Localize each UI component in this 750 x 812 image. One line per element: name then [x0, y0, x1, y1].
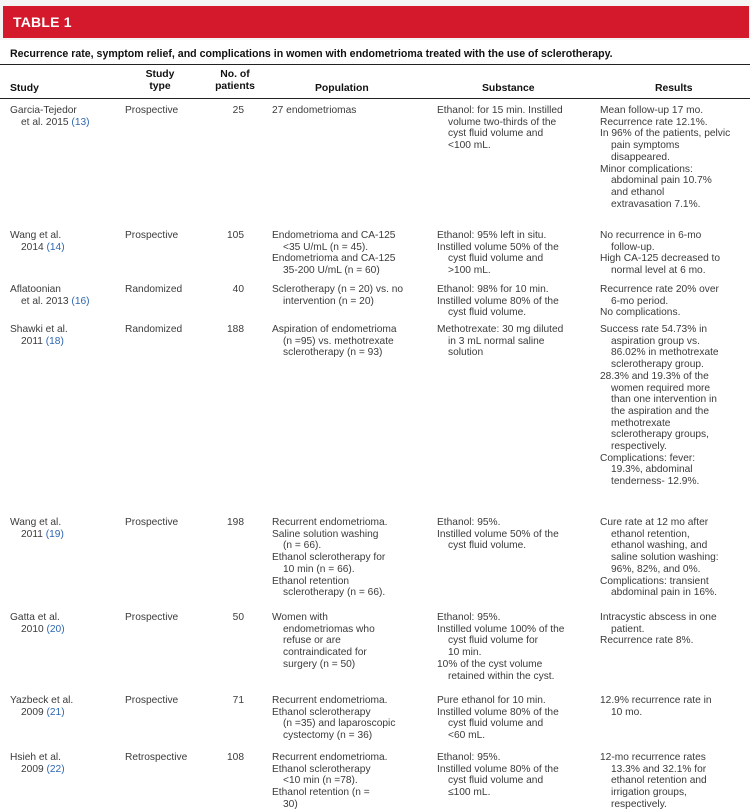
results-line: pain symptoms — [611, 140, 680, 152]
population-line: surgery (n = 50) — [283, 658, 356, 670]
study-author: Yazbeck et al. — [10, 695, 74, 706]
study-author: Aflatoonian — [10, 284, 61, 295]
results-line: Recurrence rate 8%. — [600, 635, 694, 647]
population-cell — [272, 612, 432, 671]
study-author: Garcia-Tejedor — [10, 105, 77, 116]
population-cell — [272, 324, 432, 359]
study-cell — [10, 752, 128, 775]
citation-link[interactable]: (20) — [46, 623, 65, 635]
study-type-cell: Prospective — [125, 612, 179, 623]
population-cell — [272, 695, 432, 742]
citation-link[interactable]: (19) — [45, 528, 64, 540]
results-line: 13.3% and 32.1% for — [611, 763, 707, 775]
study-cell — [10, 612, 128, 635]
substance-line: Instilled volume 80% of the — [437, 706, 559, 718]
population-cell — [272, 517, 432, 599]
results-line: 6-mo period. — [611, 295, 669, 307]
results-line: sclerotherapy groups, — [611, 429, 709, 441]
results-cell — [600, 230, 748, 277]
citation-link[interactable]: (18) — [45, 335, 64, 347]
population-line: Women with — [272, 612, 328, 623]
results-line: irrigation groups, — [611, 787, 687, 799]
results-line: abdominal pain 10.7% — [611, 175, 712, 187]
results-cell — [600, 695, 748, 718]
citation-link[interactable]: (14) — [46, 241, 65, 253]
substance-line: Instilled volume 80% of the — [437, 763, 559, 775]
substance-line: Pure ethanol for 10 min. — [437, 695, 546, 706]
population-line: Ethanol retention — [272, 575, 350, 587]
substance-line: cyst fluid volume. — [448, 307, 527, 319]
study-year: 2011 (19) — [21, 528, 64, 540]
substance-line: cyst fluid volume for — [448, 635, 539, 647]
results-line: Recurrence rate 20% over — [600, 284, 719, 295]
population-line: contraindicated for — [283, 647, 367, 659]
results-line: ethanol retention, — [611, 528, 690, 540]
substance-line: <100 mL. — [448, 140, 491, 152]
results-line: Minor complications: — [600, 163, 693, 175]
study-author: Wang et al. — [10, 517, 62, 528]
substance-line: Ethanol: 95%. — [437, 612, 501, 623]
substance-line: in 3 mL normal saline — [448, 335, 545, 347]
results-line: Recurrence rate 12.1%. — [600, 116, 708, 128]
table-caption: Recurrence rate, symptom relief, and complications in women with endometrioma treated with the use of sclerotherapy. — [10, 48, 613, 60]
results-line: In 96% of the patients, pelvic — [600, 128, 731, 140]
substance-line: Instilled volume 50% of the — [437, 528, 559, 540]
results-line: Complications: transient — [600, 575, 709, 587]
results-line: 19.3%, abdominal — [611, 464, 693, 476]
population-line: Recurrent endometrioma. — [272, 752, 388, 763]
patients-cell: 105 — [227, 230, 244, 241]
substance-line: cyst fluid volume and — [448, 718, 544, 730]
substance-line: cyst fluid volume and — [448, 253, 544, 265]
substance-cell — [437, 612, 597, 682]
results-line: Cure rate at 12 mo after — [600, 517, 709, 528]
study-year: et al. 2013 (16) — [21, 295, 90, 307]
study-type-cell: Randomized — [125, 324, 183, 335]
substance-line: >100 mL. — [448, 265, 491, 277]
population-line: refuse or are — [283, 635, 341, 647]
results-line: High CA-125 decreased to — [600, 253, 721, 265]
study-type-cell: Prospective — [125, 105, 179, 116]
results-line: 28.3% and 19.3% of the — [600, 370, 709, 382]
study-author: Gatta et al. — [10, 612, 60, 623]
results-line: sclerotherapy group. — [611, 359, 704, 371]
results-line: extravasation 7.1%. — [611, 198, 701, 210]
substance-cell — [437, 105, 597, 152]
results-cell — [600, 105, 748, 210]
results-line: respectively. — [611, 441, 667, 453]
population-line: Ethanol sclerotherapy — [272, 706, 371, 718]
header-bottom-rule — [0, 98, 750, 99]
patients-cell: 71 — [232, 695, 244, 706]
substance-line: solution — [448, 347, 484, 359]
population-line: Sclerotherapy (n = 20) vs. no — [272, 284, 404, 295]
study-year: 2014 (14) — [21, 241, 65, 253]
header-patients: No. of patients — [215, 69, 255, 92]
study-author: Hsieh et al. — [10, 752, 61, 763]
results-line: 12.9% recurrence rate in — [600, 695, 712, 706]
header-results: Results — [655, 83, 693, 94]
results-line: abdominal pain in 16%. — [611, 587, 717, 599]
population-line: (n =35) and laparoscopic — [283, 718, 396, 730]
patients-cell: 25 — [232, 105, 244, 116]
population-line: endometriomas who — [283, 623, 375, 635]
population-cell — [272, 230, 432, 277]
citation-link[interactable]: (21) — [46, 706, 65, 718]
population-line: sclerotherapy (n = 93) — [283, 347, 383, 359]
results-line: saline solution washing: — [611, 552, 719, 564]
population-line: 30) — [283, 798, 298, 810]
population-cell — [272, 105, 432, 117]
results-cell — [600, 284, 748, 319]
substance-line: cyst fluid volume and — [448, 775, 544, 787]
table-label: TABLE 1 — [13, 14, 72, 30]
population-line: Endometrioma and CA-125 — [272, 253, 396, 265]
substance-line: volume two-thirds of the — [448, 116, 557, 128]
header-study: Study — [10, 83, 39, 94]
results-cell — [600, 517, 748, 599]
results-line: Complications: fever: — [600, 452, 696, 464]
substance-line: Ethanol: for 15 min. Instilled — [437, 105, 563, 116]
patients-cell: 198 — [227, 517, 244, 528]
results-cell — [600, 752, 748, 811]
population-line: (n = 66). — [283, 540, 322, 552]
header-substance: Substance — [482, 83, 535, 94]
substance-line: Methotrexate: 30 mg diluted — [437, 324, 564, 335]
population-cell — [272, 752, 432, 811]
study-cell — [10, 284, 128, 307]
substance-line: retained within the cyst. — [448, 670, 555, 682]
results-line: No complications. — [600, 307, 681, 319]
substance-line: Instilled volume 50% of the — [437, 241, 559, 253]
study-cell — [10, 105, 128, 128]
substance-line: cyst fluid volume. — [448, 540, 527, 552]
header-population: Population — [315, 83, 369, 94]
results-line: and ethanol — [611, 186, 665, 198]
population-line: Recurrent endometrioma. — [272, 695, 388, 706]
results-line: Intracystic abscess in one — [600, 612, 717, 623]
study-author: Shawki et al. — [10, 324, 68, 335]
substance-line: cyst fluid volume and — [448, 128, 544, 140]
patients-cell: 50 — [232, 612, 244, 623]
substance-cell — [437, 230, 597, 277]
patients-cell: 40 — [232, 284, 244, 295]
population-line: Ethanol sclerotherapy for — [272, 552, 386, 564]
substance-line: 10 min. — [448, 647, 482, 659]
results-line: aspiration group vs. — [611, 335, 700, 347]
results-cell — [600, 324, 748, 488]
substance-line: Instilled volume 100% of the — [437, 623, 565, 635]
results-line: normal level at 6 mo. — [611, 265, 706, 277]
population-line: Saline solution washing — [272, 528, 379, 540]
substance-line: 10% of the cyst volume — [437, 658, 543, 670]
study-type-cell: Randomized — [125, 284, 183, 295]
population-line: Ethanol sclerotherapy — [272, 763, 371, 775]
study-cell — [10, 230, 128, 253]
study-type-cell: Retrospective — [125, 752, 188, 763]
table-label-bar — [3, 6, 749, 38]
substance-line: Ethanol: 95% left in situ. — [437, 230, 547, 241]
population-line: cystectomy (n = 36) — [283, 730, 373, 742]
substance-cell — [437, 284, 597, 319]
results-line: 12-mo recurrence rates — [600, 752, 706, 763]
citation-link[interactable]: (16) — [71, 295, 90, 307]
results-line: respectively. — [611, 798, 667, 810]
substance-line: Ethanol: 95%. — [437, 517, 501, 528]
study-cell — [10, 517, 128, 540]
substance-line: Instilled volume 80% of the — [437, 295, 559, 307]
substance-cell — [437, 517, 597, 552]
study-year: 2010 (20) — [21, 623, 65, 635]
study-author: Wang et al. — [10, 230, 62, 241]
population-line: 35-200 U/mL (n = 60) — [283, 265, 380, 277]
substance-line: <60 mL. — [448, 730, 486, 742]
study-year: et al. 2015 (13) — [21, 116, 90, 128]
results-line: Success rate 54.73% in — [600, 324, 708, 335]
substance-cell — [437, 324, 597, 359]
study-year: 2011 (18) — [21, 335, 64, 347]
study-year: 2009 (21) — [21, 706, 65, 718]
population-line: Aspiration of endometrioma — [272, 324, 397, 335]
substance-line: Ethanol: 98% for 10 min. — [437, 284, 549, 295]
patients-cell: 188 — [227, 324, 244, 335]
population-line: intervention (n = 20) — [283, 295, 374, 307]
study-cell — [10, 695, 128, 718]
patients-cell: 108 — [227, 752, 244, 763]
study-cell — [10, 324, 128, 347]
study-type-cell: Prospective — [125, 517, 179, 528]
results-line: the aspiration and the — [611, 405, 709, 417]
results-line: ethanol retention and — [611, 775, 707, 787]
study-type-cell: Prospective — [125, 230, 179, 241]
study-year: 2009 (22) — [21, 763, 65, 775]
results-line: than one intervention in — [611, 394, 717, 406]
population-cell — [272, 284, 432, 307]
population-line: (n =95) vs. methotrexate — [283, 335, 394, 347]
results-line: ethanol washing, and — [611, 540, 708, 552]
results-line: 10 mo. — [611, 706, 643, 718]
population-line: Recurrent endometrioma. — [272, 517, 388, 528]
population-line: sclerotherapy (n = 66). — [283, 587, 386, 599]
results-line: patient. — [611, 623, 645, 635]
population-line: 27 endometriomas — [272, 105, 357, 116]
results-line: 96%, 82%, and 0%. — [611, 563, 701, 575]
substance-line: Ethanol: 95%. — [437, 752, 501, 763]
results-line: follow-up. — [611, 241, 655, 253]
citation-link[interactable]: (22) — [46, 763, 65, 775]
header-top-rule — [0, 64, 750, 65]
results-line: methotrexate — [611, 417, 671, 429]
population-line: <35 U/mL (n = 45). — [283, 241, 369, 253]
results-cell — [600, 612, 748, 647]
substance-line: ≤100 mL. — [448, 787, 491, 799]
header-study-type: Study type — [145, 69, 175, 92]
citation-link[interactable]: (13) — [71, 116, 90, 128]
population-line: Ethanol retention (n = — [272, 787, 370, 799]
results-line: tenderness- 12.9%. — [611, 476, 700, 488]
results-line: Mean follow-up 17 mo. — [600, 105, 704, 116]
results-line: No recurrence in 6-mo — [600, 230, 702, 241]
substance-cell — [437, 695, 597, 742]
substance-cell — [437, 752, 597, 799]
table-banner — [0, 0, 750, 40]
results-line: 86.02% in methotrexate — [611, 347, 719, 359]
results-line: disappeared. — [611, 151, 670, 163]
population-line: <10 min (n =78). — [283, 775, 358, 787]
study-type-cell: Prospective — [125, 695, 179, 706]
results-line: women required more — [611, 382, 711, 394]
population-line: 10 min (n = 66). — [283, 563, 355, 575]
population-line: Endometrioma and CA-125 — [272, 230, 396, 241]
